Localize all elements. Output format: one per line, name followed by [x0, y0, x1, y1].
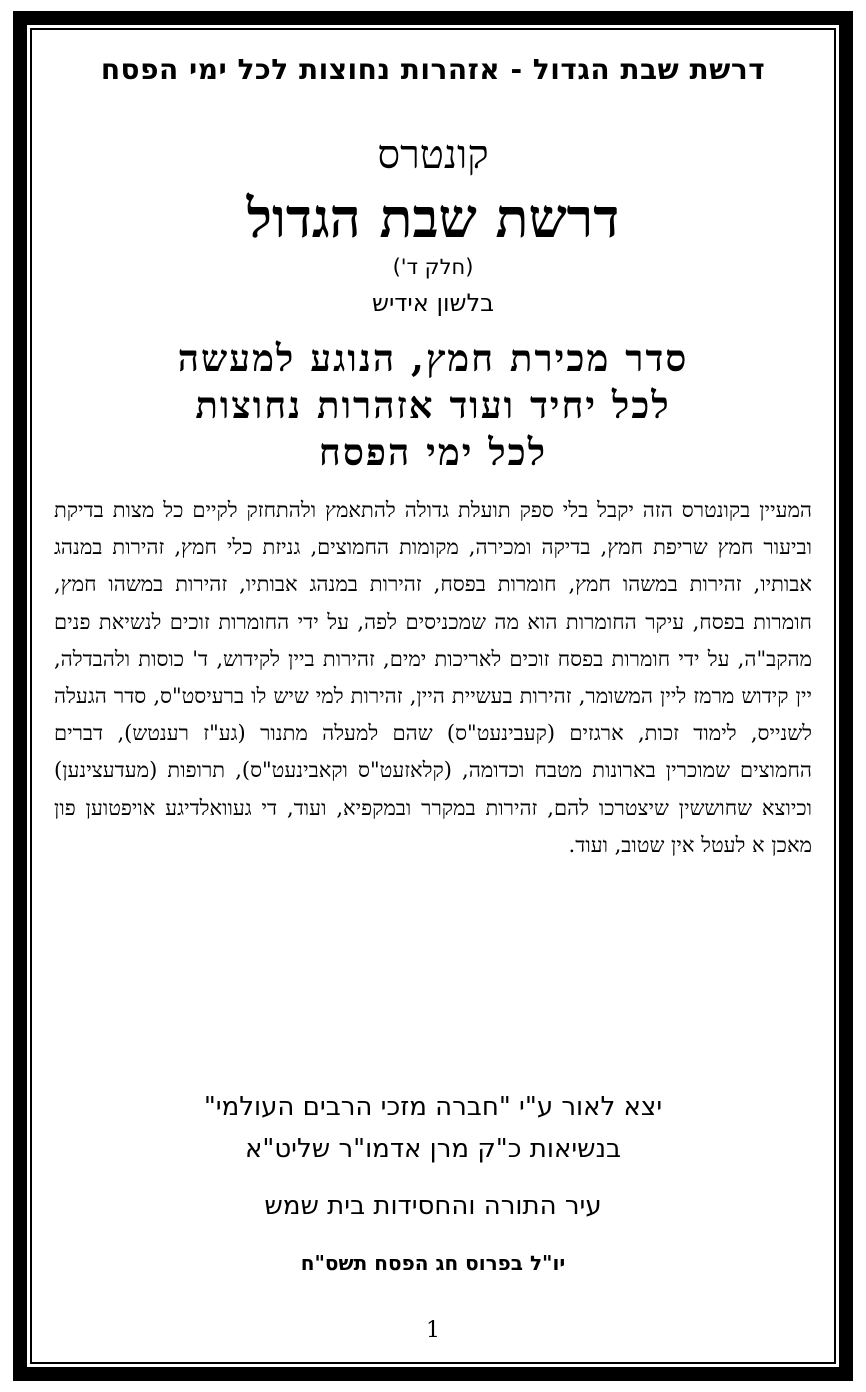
publisher-block [32, 1086, 834, 1170]
subtitle-line: לכל ימי הפסח [318, 430, 548, 474]
subtitle-line: סדר מכירת חמץ, הנוגע למעשה [177, 336, 689, 380]
publisher-line: בנשיאות כ"ק מרן אדמו"ר שליט"א [244, 1134, 622, 1164]
subtitle [72, 335, 794, 476]
header-title: דרשת שבת הגדול - אזהרות נחוצות לכל ימי הפסח [100, 53, 766, 86]
city-line: עיר התורה והחסידות בית שמש [264, 1191, 602, 1221]
page-number: 1 [426, 1318, 440, 1343]
booklet-cover-page [32, 30, 834, 1362]
kuntres-label: קונטרס [377, 132, 489, 178]
publisher-line: יצא לאור ע"י "חברה מזכי הרבים העולמי" [203, 1092, 663, 1122]
part-label: (חלק ד') [392, 255, 474, 279]
publication-date: יו"ל בפרוס חג הפסח תשס"ח [300, 1251, 566, 1275]
language-label: בלשון אידיש [371, 289, 495, 317]
subtitle-line: לכל יחיד ועוד אזהרות נחוצות [195, 383, 671, 427]
description-paragraph: המעיין בקונטרס הזה יקבל בלי ספק תועלת גדולה להתאמץ ולהתחזק לקיים כל מצות בדיקת וביעור חמץ שריפת חמץ, בדיקה ומכירה, מקומות החמוצים, גניזת כלי חמץ, זהירות במנהג אבותיו, זהירות במשהו חמץ, חומרות בפסח, זהירות במנהג אבותיו, זהירות במשהו חמץ, חומרות בפסח, עיקר החומרות הוא מה שמכניסים לפה, על ידי החומרות זוכים לנשיאת פנים מהקב"ה, על ידי חומרות בפסח זוכים לאריכות ימים, זהירות ביין לקידוש, ד' כוסות ולהבדלה, יין קידוש מרמז ליין המשומר, זהירות בעשיית היין, זהירות למי שיש לו ברעיסט"ס, סדר הגעלה לשנייס, לימוד זכות, ארגזים (קעבינעט"ס) שהם למעלה מתנור (גע"ז רענטש), דברים החמוצים שמוכרין בארונות מטבח וכדומה, (קלאזעט"ס וקאבינעט"ס), תרופות (מעדעצינען) וכיוצא שחוששין שיצטרכו להם, זהירות במקרר ובמקפיא, ועוד, די געוואלדיגע אויפטוען פון מאכן א לעטל אין שטוב, ועוד. [54, 498, 812, 857]
main-title: דרשת שבת הגדול [246, 186, 620, 250]
